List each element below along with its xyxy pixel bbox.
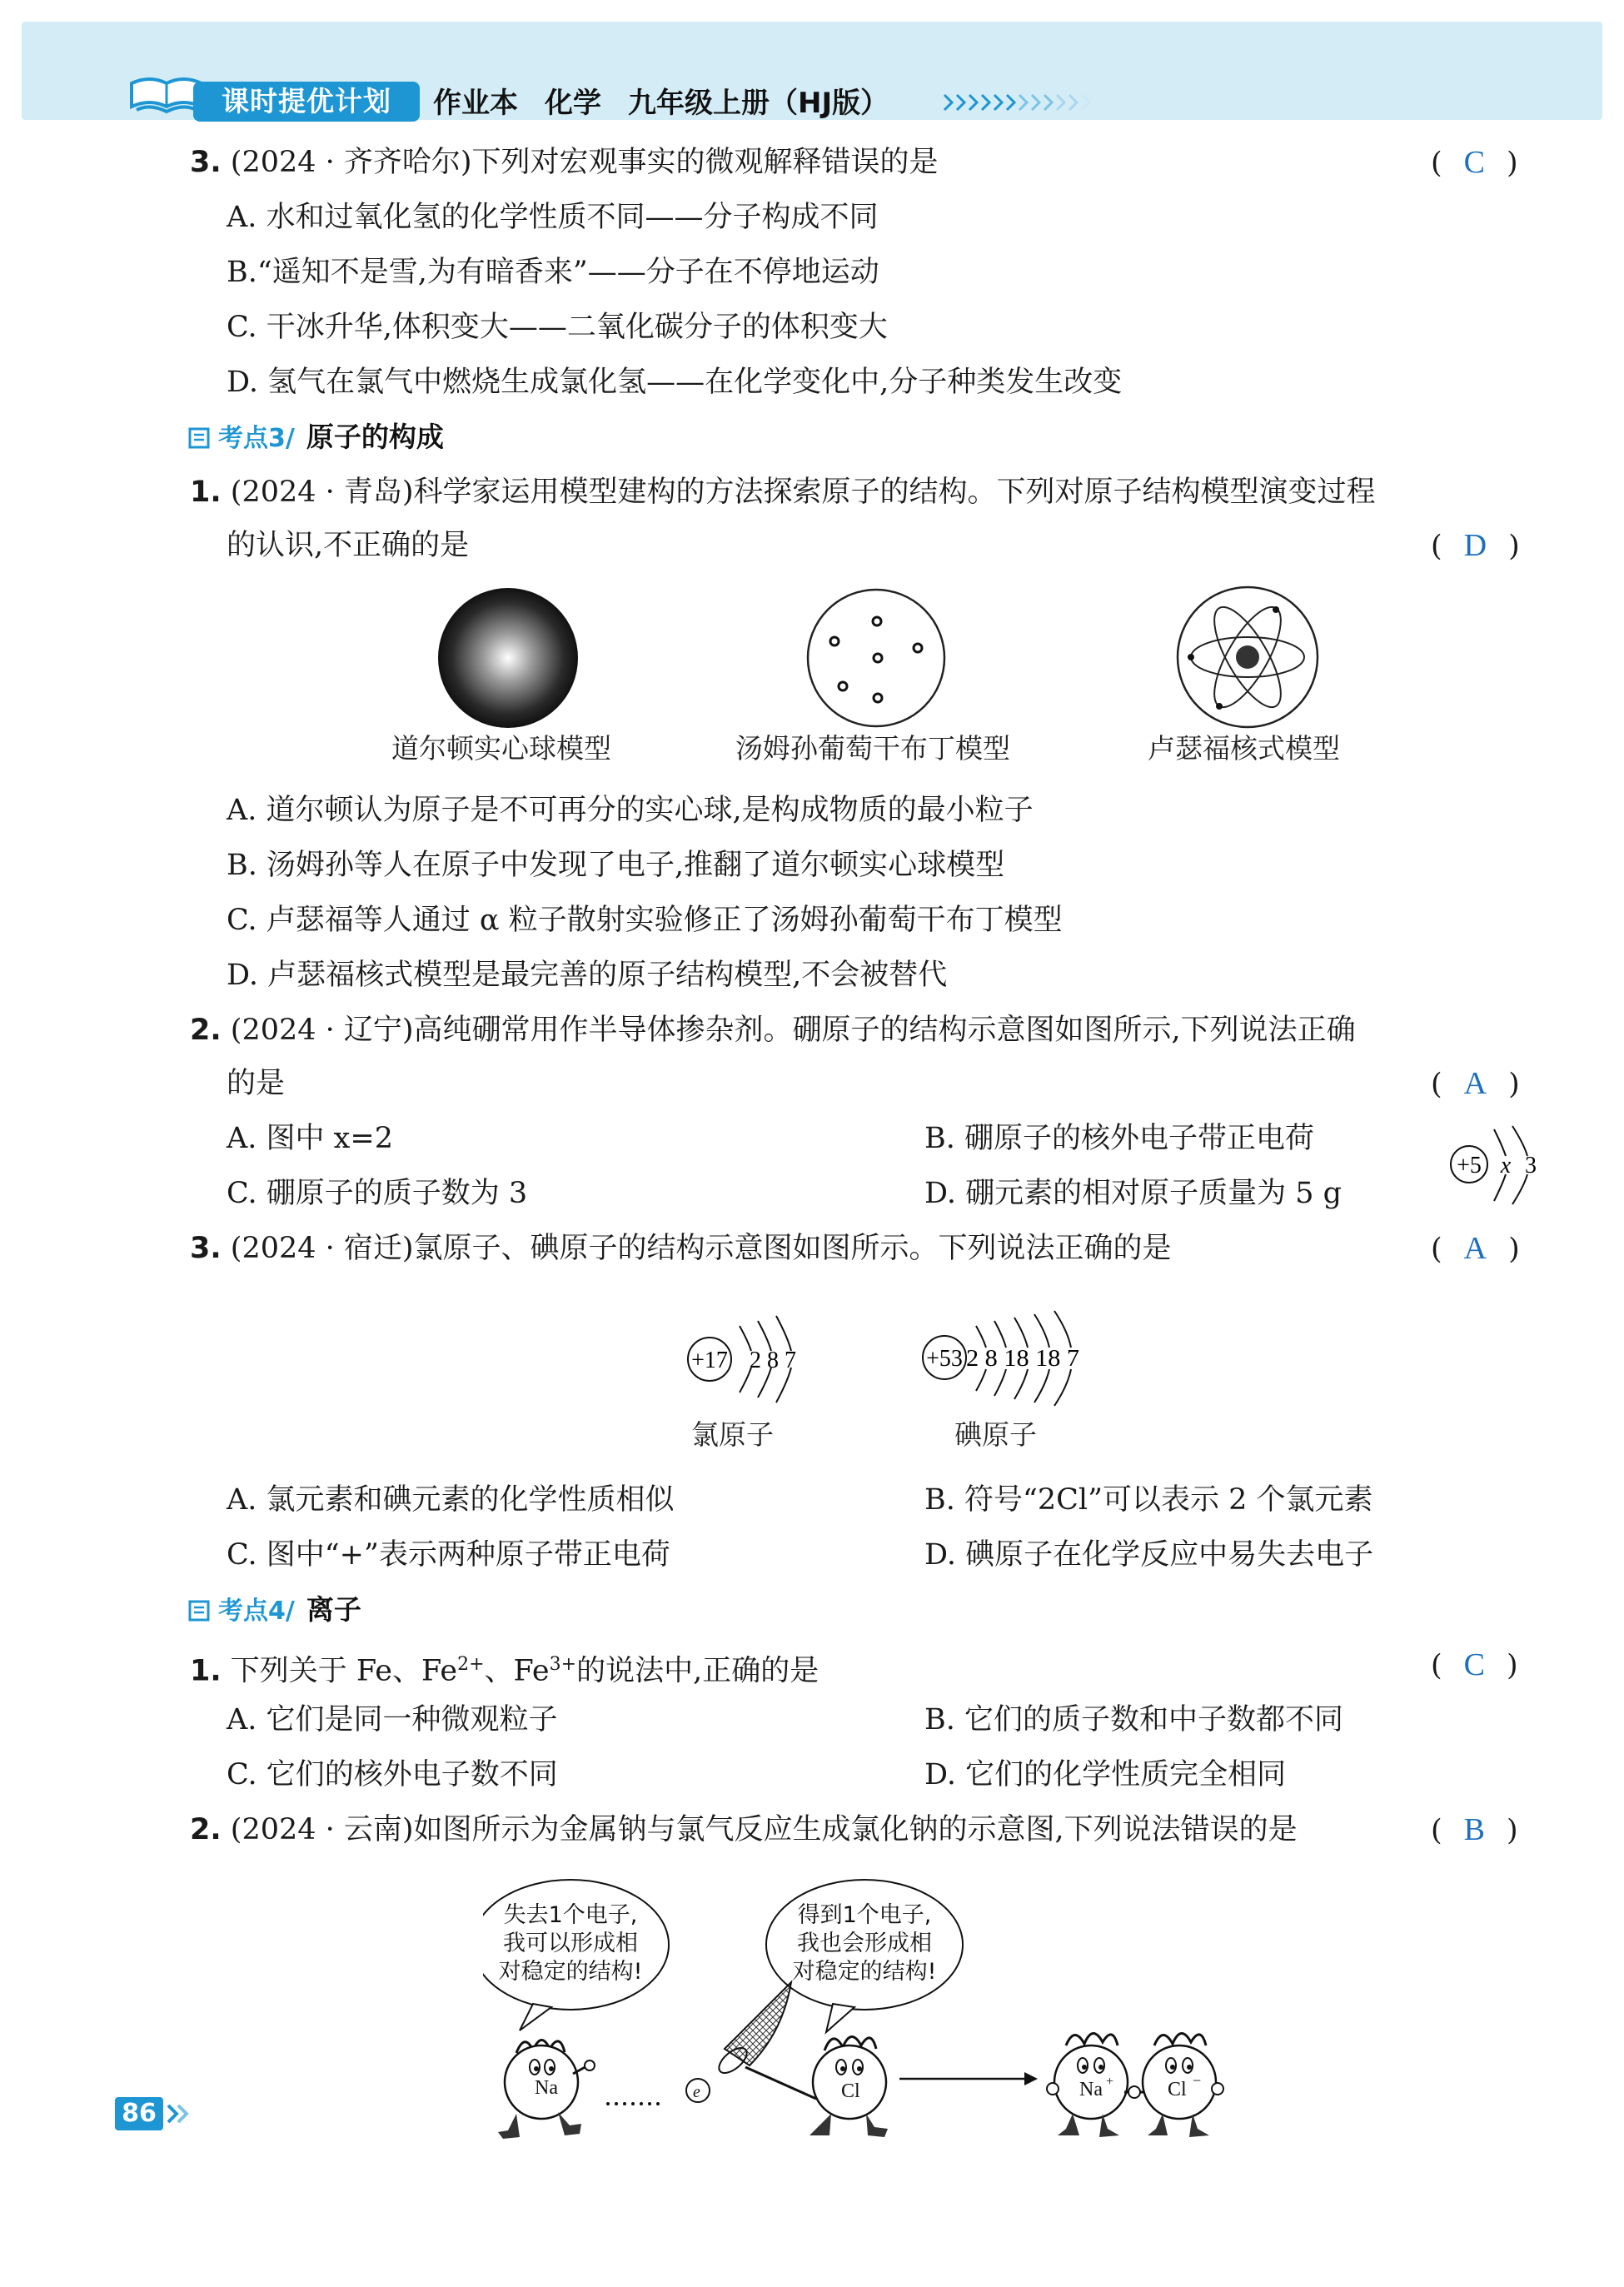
option-c: C. 卢瑟福等人通过 α 粒子散射实验修正了汤姆孙葡萄干布丁模型 (227, 904, 1063, 937)
option-d: D. 硼元素的相对原子质量为 5 g (924, 1177, 1342, 1210)
page-number: 86 (115, 2097, 163, 2130)
answer-box: ( C ) (1431, 145, 1518, 180)
butterfly-net (715, 1982, 816, 2099)
svg-text:Na: Na (1079, 2079, 1103, 2100)
option-d: D. 碘原子在化学反应中易失去电子 (924, 1538, 1374, 1572)
option-b: B.“遥知不是雪,为有暗香来”——分子在不停地运动 (227, 256, 879, 289)
answer-box: ( C ) (1431, 1647, 1518, 1682)
document-icon (188, 427, 212, 449)
chevrons-decoration (941, 92, 1124, 113)
question-stem-cont: 的认识,不正确的是 (227, 529, 470, 562)
section-header-4: 考点4/ 离子 (188, 1589, 361, 1631)
book-type: 作业本 (433, 87, 518, 120)
figure-caption-chlorine: 氯原子 (691, 1418, 774, 1451)
option-a: A. 氯元素和碘元素的化学性质相似 (227, 1483, 675, 1517)
answer-box: ( A ) (1431, 1231, 1520, 1266)
sodium-chlorine-reaction-cartoon (483, 1874, 1266, 2149)
electron (686, 2079, 710, 2102)
chloride-ion-character (1143, 2033, 1216, 2137)
question-stem: 3. (2024 · 齐齐哈尔)下列对宏观事实的微观解释错误的是 (190, 146, 939, 179)
brand-label: 课时提优计划 (193, 82, 420, 122)
question-stem: 2. (2024 · 云南)如图所示为金属钠与氯气反应生成氯化钠的示意图,下列说法错误的是 (190, 1813, 1298, 1846)
svg-text:我也会形成相: 我也会形成相 (797, 1931, 932, 1956)
figure-caption-iodine: 碘原子 (954, 1418, 1037, 1451)
option-a: A. 图中 x=2 (227, 1122, 393, 1155)
option-d: D. 它们的化学性质完全相同 (924, 1758, 1287, 1791)
question-stem-cont: 的是 (227, 1067, 286, 1100)
svg-text:+: + (1106, 2075, 1114, 2089)
answer-box: ( B ) (1431, 1812, 1518, 1847)
option-b: B. 符号“2Cl”可以表示 2 个氯元素 (924, 1483, 1373, 1517)
answer-letter: A (1463, 1231, 1487, 1266)
iodine-nucleus: +53 (926, 1346, 963, 1372)
svg-text:我可以形成相: 我可以形成相 (503, 1931, 638, 1956)
boron-atom-diagram (1447, 1119, 1547, 1211)
chlorine-nucleus: +17 (691, 1348, 728, 1373)
header-title (433, 83, 915, 123)
answer-letter: A (1463, 1066, 1487, 1101)
boron-shell-2: 3 (1525, 1153, 1537, 1178)
svg-text:失去1个电子,: 失去1个电子, (503, 1902, 638, 1928)
option-a: A. 它们是同一种微观粒子 (227, 1703, 558, 1736)
rutherford-nuclear-model (1171, 580, 1324, 735)
option-b: B. 硼原子的核外电子带正电荷 (924, 1122, 1314, 1155)
sodium-character (498, 2040, 595, 2139)
option-b: B. 汤姆孙等人在原子中发现了电子,推翻了道尔顿实心球模型 (227, 849, 1005, 882)
figure-caption-thomson: 汤姆孙葡萄干布丁模型 (735, 732, 1010, 765)
iodine-atom-diagram (916, 1308, 1083, 1408)
electron-trail (606, 2102, 660, 2105)
option-d: D. 氢气在氯气中燃烧生成氯化氢——在化学变化中,分子种类发生改变 (227, 366, 1123, 399)
section-header-3: 考点3/ 原子的构成 (188, 416, 444, 458)
question-stem: 3. (2024 · 宿迁)氯原子、碘原子的结构示意图如图所示。下列说法正确的是 (190, 1232, 1172, 1265)
chlorine-character (810, 2036, 888, 2137)
iodine-shells: 2 8 18 18 7 (966, 1346, 1079, 1372)
thomson-plum-pudding-model (801, 581, 951, 735)
boron-shell-1: x (1500, 1153, 1512, 1178)
option-a: A. 道尔顿认为原子是不可再分的实心球,是构成物质的最小粒子 (227, 794, 1034, 827)
option-b: B. 它们的质子数和中子数都不同 (924, 1703, 1343, 1736)
page-chevron-icon (165, 2102, 193, 2125)
question-stem: 1. 下列关于 Fe、$Fe^{2+}$、$Fe^{3+}$的说法中,正确的是 (190, 1654, 819, 1688)
svg-text:对稳定的结构!: 对稳定的结构! (498, 1959, 643, 1985)
svg-text:Cl: Cl (1168, 2079, 1187, 2100)
chlorine-atom-diagram (681, 1308, 806, 1408)
svg-text:−: − (1193, 2072, 1202, 2089)
question-stem: 1. (2024 · 青岛)科学家运用模型建构的方法探索原子的结构。下列对原子结构模型演变过程 (190, 476, 1376, 509)
dalton-sphere-model (433, 583, 583, 733)
sodium-ion-character (1054, 2033, 1128, 2137)
chlorine-shells: 2 8 7 (750, 1348, 796, 1373)
svg-text:得到1个电子,: 得到1个电子, (797, 1902, 932, 1928)
option-a: A. 水和过氧化氢的化学性质不同——分子构成不同 (227, 201, 879, 234)
speech-bubble-left (483, 1880, 669, 2030)
option-c: C. 它们的核外电子数不同 (227, 1758, 558, 1791)
answer-box: ( D ) (1431, 528, 1520, 563)
question-stem: 2. (2024 · 辽宁)高纯硼常用作半导体掺杂剂。硼原子的结构示意图如图所示,下列说法正确 (190, 1014, 1356, 1047)
reaction-arrow (899, 2072, 1038, 2085)
document-icon (188, 1600, 212, 1622)
speech-bubble-right (766, 1880, 963, 2032)
subject: 化学 (545, 87, 601, 120)
svg-text:Cl: Cl (841, 2080, 860, 2102)
svg-text:Na: Na (535, 2077, 558, 2099)
svg-text:e: e (693, 2083, 700, 2101)
answer-box: ( A ) (1431, 1066, 1520, 1101)
boron-nucleus: +5 (1457, 1153, 1482, 1178)
figure-caption-dalton: 道尔顿实心球模型 (391, 732, 611, 765)
figure-caption-rutherford: 卢瑟福核式模型 (1148, 732, 1340, 765)
option-d: D. 卢瑟福核式模型是最完善的原子结构模型,不会被替代 (227, 959, 948, 992)
grade: 九年级上册（HJ版） (628, 87, 889, 120)
svg-text:对稳定的结构!: 对稳定的结构! (792, 1959, 937, 1985)
answer-letter: C (1463, 145, 1486, 180)
answer-letter: D (1463, 528, 1487, 563)
option-c: C. 硼原子的质子数为 3 (227, 1177, 528, 1210)
option-c: C. 干冰升华,体积变大——二氧化碳分子的体积变大 (227, 311, 888, 344)
option-c: C. 图中“+”表示两种原子带正电荷 (227, 1538, 670, 1572)
answer-letter: B (1463, 1812, 1486, 1847)
answer-letter: C (1463, 1647, 1486, 1682)
